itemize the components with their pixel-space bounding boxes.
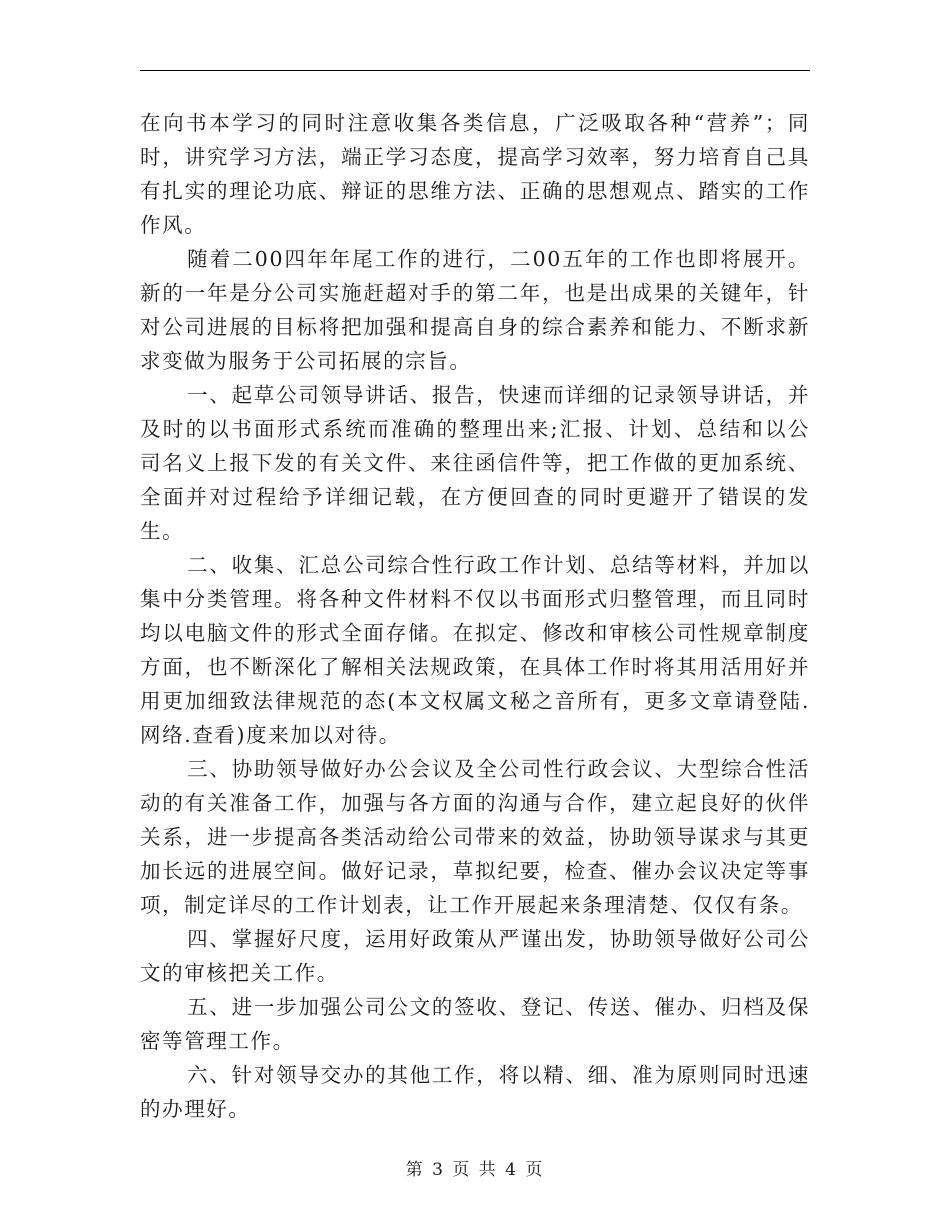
paragraph-item-2: 二、收集、汇总公司综合性行政工作计划、总结等材料，并加以集中分类管理。将各种文件材料不仅以书面形式归整管理，而且同时均以电脑文件的形式全面存储。在拟定、修改和审核公司性规章制度方面，也不断深化了解相关法规政策，在具体工作时将其用活用好并用更加细致法律规范的态(本文权属文秘之音所有，更多文章请登陆.网络.查看)度来加以对待。 — [140, 553, 810, 747]
paragraph-item-5: 五、进一步加强公司公文的签收、登记、传送、催办、归档及保密等管理工作。 — [140, 995, 810, 1053]
paragraph-continuation: 在向书本学习的同时注意收集各类信息，广泛吸取各种“营养”；同时，讲究学习方法，端正学习态度，提高学习效率，努力培育自己具有扎实的理论功底、辩证的思维方法、正确的思想观点、踏实的工作作风。 — [140, 111, 810, 237]
paragraph-item-6: 六、针对领导交办的其他工作，将以精、细、准为原则同时迅速的办理好。 — [140, 1063, 810, 1121]
paragraph-item-1: 一、起草公司领导讲话、报告，快速而详细的记录领导讲话，并及时的以书面形式系统而准确的整理出来;汇报、计划、总结和以公司名义上报下发的有关文件、来往函信件等，把工作做的更加系统、全面并对过程给予详细记载，在方便回查的同时更避开了错误的发生。 — [140, 383, 810, 543]
paragraph-intro: 随着二00四年年尾工作的进行，二00五年的工作也即将展开。新的一年是分公司实施赶超对手的第二年，也是出成果的关键年，针对公司进展的目标将把加强和提高自身的综合素养和能力、不断求新求变做为服务于公司拓展的宗旨。 — [140, 247, 810, 373]
document-body — [140, 106, 810, 1126]
header-rule — [140, 70, 810, 71]
paragraph-item-4: 四、掌握好尺度，运用好政策从严谨出发，协助领导做好公司公文的审核把关工作。 — [140, 927, 810, 985]
paragraph-item-3: 三、协助领导做好办公会议及全公司性行政会议、大型综合性活动的有关准备工作，加强与各方面的沟通与合作，建立起良好的伙伴关系，进一步提高各类活动给公司带来的效益，协助领导谋求与其更加长远的进展空间。做好记录，草拟纪要，检查、催办会议决定等事项，制定详尽的工作计划表，让工作开展起来条理清楚、仅仅有条。 — [140, 757, 810, 917]
page-number: 第 3 页 共 4 页 — [405, 1160, 545, 1180]
